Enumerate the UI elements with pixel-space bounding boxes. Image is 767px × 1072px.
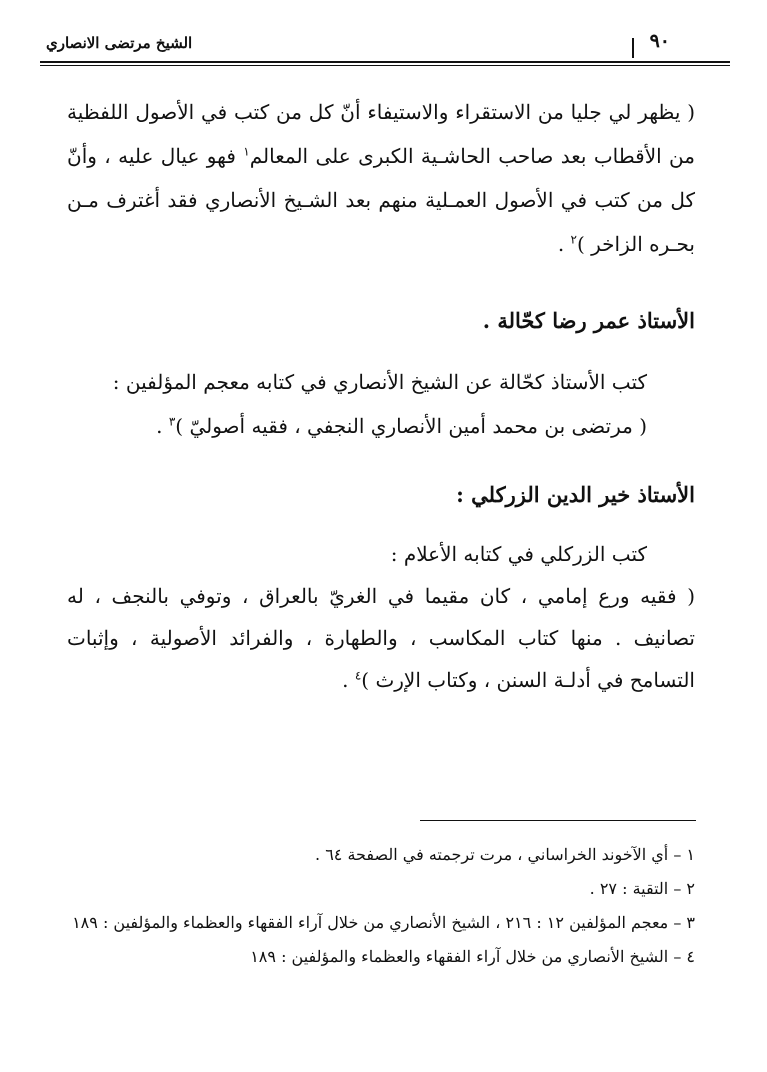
quote-text: ( يظهر لي جليا من الاستقراء والاستيفاء أنّ كل من كتب في الأصول اللفظية من الأقطاب بعد صاحب الحاشـية الكبرى على المعالم: [67, 100, 695, 168]
quote-paragraph-1: [67, 90, 695, 266]
quote-end: .: [557, 232, 571, 256]
zirikli-quote-text: ( فقيه ورع إمامي ، كان مقيما في الغريّ بالعراق ، وتوفي بالنجف ، له تصانيف . منها كتاب المكاسب ، والطهارة ، والفرائد الأصولية ، وإثبات التسامح في أدلـة السنن ، وكتاب الإرث ): [67, 584, 695, 692]
footnote-separator: [420, 820, 696, 821]
zirikli-intro: كتب الزركلي في كتابه الأعلام :: [390, 542, 647, 566]
header-rule-thin: [40, 65, 730, 66]
page-number-divider: [632, 38, 634, 58]
footnote-marker-1[interactable]: ١: [243, 144, 250, 159]
kahhala-quote-end: .: [156, 414, 169, 438]
footnote-1: ١ – أي الآخوند الخراساني ، مرت ترجمته في الصفحة ٦٤ .: [315, 845, 695, 864]
footnote-marker-4[interactable]: ٤: [354, 668, 362, 683]
zirikli-quote-end: .: [342, 668, 355, 692]
running-title: الشيخ مرتضى الانصاري: [46, 34, 193, 52]
kahhala-intro: كتب الأستاذ كحّالة عن الشيخ الأنصاري في كتابه معجم المؤلفين :: [112, 370, 647, 394]
kahhala-paragraph: [61, 360, 647, 448]
footnote-3: ٣ – معجم المؤلفين ١٢ : ٢١٦ ، الشيخ الأنصاري من خلال آراء الفقهاء والعظماء والمؤلفين : ١٨٩: [72, 913, 695, 932]
zirikli-quote: [67, 575, 695, 701]
section-heading-kahhala: الأستاذ عمر رضا كحّالة .: [482, 308, 695, 333]
header-rule: [40, 61, 730, 63]
kahhala-quote: [61, 404, 647, 448]
section-heading-zirikli: الأستاذ خير الدين الزركلي :: [456, 482, 695, 507]
kahhala-quote-text: ( مرتضى بن محمد أمين الأنصاري النجفي ، فقيه أصوليّ ): [175, 414, 647, 438]
footnote-marker-3[interactable]: ٣: [168, 414, 176, 429]
page-number: ٩٠: [649, 30, 670, 52]
footnote-4: ٤ – الشيخ الأنصاري من خلال آراء الفقهاء والعظماء والمؤلفين : ١٨٩: [250, 947, 695, 966]
running-header: [40, 28, 730, 62]
footnotes: [65, 838, 695, 974]
quote-text-cont: فهو عيال عليه ، وأنّ كل من كتب في الأصول العمـلية منهم بعد الشـيخ الأنصاري فقد أغترف مـن بحـره الزاخر ): [67, 144, 695, 256]
footnote-marker-2[interactable]: ٢: [570, 232, 577, 247]
footnote-2: ٢ – التقية : ٢٧ .: [589, 879, 695, 898]
